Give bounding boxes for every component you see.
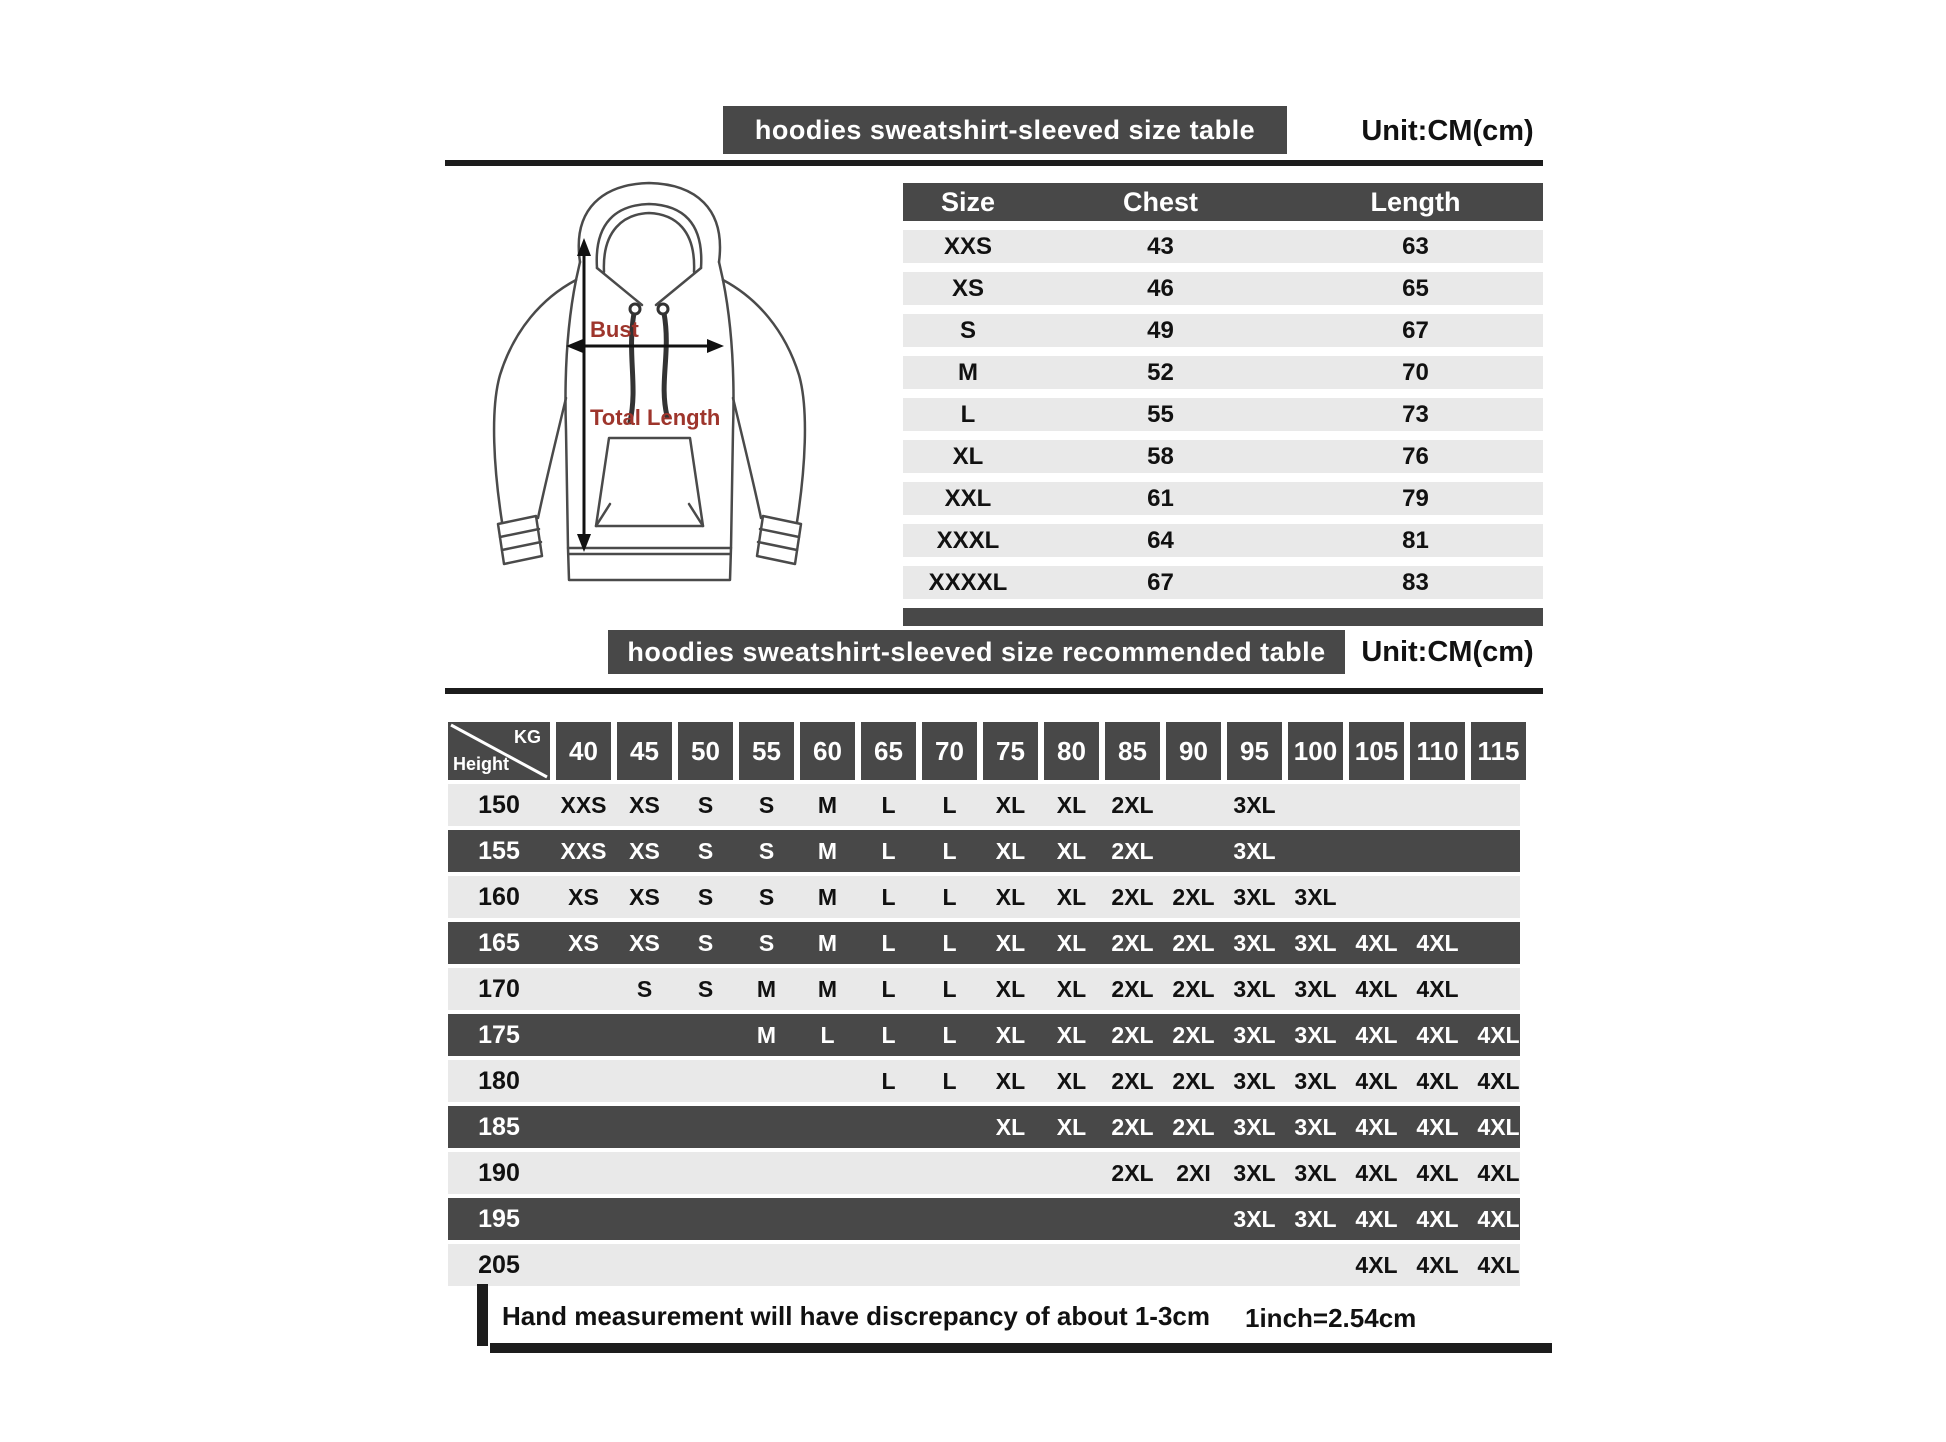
recommended-size-cell	[678, 1106, 733, 1148]
recommended-size-cell: XL	[1056, 975, 1087, 1002]
recommended-size-cell: 4XL	[1355, 929, 1398, 956]
recommended-size-cell	[922, 1152, 977, 1194]
recommended-size-cell: L	[942, 1021, 957, 1048]
recommended-size-cell	[1349, 784, 1404, 826]
recommended-size-cell: 3XL	[1294, 1205, 1337, 1232]
recommended-size-cell	[556, 1198, 611, 1240]
recommended-size-cell	[1105, 1244, 1160, 1286]
divider-1	[445, 160, 1543, 166]
size-value: XXL	[944, 484, 992, 512]
size-table	[903, 183, 1543, 626]
unit-label-2: Unit:CM(cm)	[1361, 635, 1534, 668]
recommended-size-cell	[617, 1198, 672, 1240]
recommended-size-cell	[1288, 784, 1343, 826]
size-table-row	[903, 398, 1543, 431]
recommended-size-cell	[739, 1106, 794, 1148]
size-table-row	[903, 272, 1543, 305]
recommend-row	[448, 1060, 1520, 1102]
recommended-size-cell: M	[817, 791, 838, 818]
recommended-size-cell: XL	[1056, 791, 1087, 818]
weight-header-cell: 105	[1349, 722, 1404, 780]
recommended-size-cell: S	[636, 975, 653, 1002]
recommended-size-cell: M	[817, 929, 838, 956]
chest-value: 43	[1147, 232, 1174, 260]
recommended-size-cell	[1410, 876, 1465, 918]
weight-header-cell: 40	[556, 722, 611, 780]
recommended-size-cell: L	[820, 1021, 835, 1048]
recommended-size-cell	[922, 1198, 977, 1240]
recommended-size-cell: 4XL	[1477, 1067, 1520, 1094]
recommended-size-cell: XS	[629, 791, 660, 818]
column-header-size: Size	[940, 186, 996, 217]
recommended-size-cell: 3XL	[1233, 883, 1276, 910]
recommended-size-cell	[800, 1152, 855, 1194]
recommended-size-cell: S	[697, 883, 714, 910]
chest-value: 49	[1147, 316, 1174, 344]
recommended-size-cell: 2XL	[1111, 883, 1154, 910]
recommended-table-title-bar	[608, 630, 1345, 674]
length-value: 63	[1402, 232, 1429, 260]
recommended-size-cell: 4XL	[1416, 929, 1459, 956]
recommended-size-cell	[617, 1014, 672, 1056]
size-table-row	[903, 482, 1543, 515]
length-value: 73	[1402, 400, 1429, 428]
recommended-size-cell: XL	[1056, 837, 1087, 864]
recommended-size-cell: S	[697, 929, 714, 956]
size-table-title: hoodies sweatshirt-sleeved size table	[754, 114, 1256, 145]
weight-header-cell: 80	[1044, 722, 1099, 780]
recommended-size-cell	[861, 1106, 916, 1148]
weight-header-cell: 110	[1410, 722, 1465, 780]
weight-header-cell: 60	[800, 722, 855, 780]
recommended-size-cell: 2XL	[1111, 1159, 1154, 1186]
recommended-size-cell: XL	[995, 1113, 1026, 1140]
recommended-size-cell: L	[881, 883, 896, 910]
chest-value: 58	[1147, 442, 1174, 470]
footer-note: Hand measurement will have discrepancy of about 1-3cm	[502, 1301, 1211, 1331]
chest-value: 55	[1147, 400, 1174, 428]
recommended-size-cell	[1471, 784, 1526, 826]
height-label: Height	[453, 754, 509, 774]
recommended-size-cell: L	[942, 929, 957, 956]
recommended-size-cell: 2XL	[1172, 883, 1215, 910]
recommended-size-cell: 4XL	[1477, 1113, 1520, 1140]
length-value: 81	[1402, 526, 1429, 554]
recommended-size-cell: M	[817, 883, 838, 910]
recommended-size-cell: XXS	[560, 791, 607, 818]
recommended-size-cell	[1288, 1244, 1343, 1286]
recommended-size-cell: 3XL	[1294, 1159, 1337, 1186]
recommend-row	[448, 1152, 1520, 1194]
size-table-row	[903, 356, 1543, 389]
recommended-size-cell: XXS	[560, 837, 607, 864]
recommended-size-cell: XS	[629, 883, 660, 910]
recommended-size-cell: M	[817, 975, 838, 1002]
size-value: L	[960, 400, 976, 428]
recommended-size-cell: 2XL	[1172, 1021, 1215, 1048]
recommended-size-cell	[861, 1244, 916, 1286]
recommended-size-cell: 3XL	[1294, 929, 1337, 956]
recommended-size-cell	[678, 1014, 733, 1056]
recommended-size-cell: L	[942, 883, 957, 910]
unit-label-1: Unit:CM(cm)	[1361, 114, 1534, 147]
size-table-row	[903, 440, 1543, 473]
recommended-size-cell: L	[942, 1067, 957, 1094]
recommended-size-cell: 3XL	[1233, 837, 1276, 864]
recommended-size-cell: 2XL	[1172, 1113, 1215, 1140]
recommended-size-cell	[1288, 830, 1343, 872]
recommended-size-cell: S	[697, 975, 714, 1002]
recommended-size-cell: 4XL	[1355, 1159, 1398, 1186]
height-value-cell: 185	[478, 1112, 520, 1141]
size-table-bottom-bar	[903, 608, 1543, 626]
recommended-size-cell	[1044, 1152, 1099, 1194]
recommended-size-cell: 3XL	[1233, 1205, 1276, 1232]
recommended-size-cell	[1471, 876, 1526, 918]
recommended-size-cell	[1166, 1244, 1221, 1286]
recommended-size-cell	[1410, 784, 1465, 826]
height-value-cell: 150	[478, 790, 520, 819]
recommended-size-cell: S	[758, 929, 775, 956]
weight-header-cell: 85	[1105, 722, 1160, 780]
height-value-cell: 205	[478, 1250, 520, 1279]
recommended-size-cell: L	[881, 837, 896, 864]
chest-value: 64	[1147, 526, 1174, 554]
footer-bottom-line	[490, 1343, 1552, 1353]
recommend-table-body	[448, 784, 1520, 1286]
recommended-size-cell	[678, 1060, 733, 1102]
recommended-size-cell: 4XL	[1416, 1113, 1459, 1140]
length-value: 67	[1402, 316, 1429, 344]
height-value-cell: 170	[478, 974, 520, 1003]
recommended-size-cell	[861, 1198, 916, 1240]
recommended-size-cell	[1410, 830, 1465, 872]
recommended-size-cell: 2XL	[1172, 929, 1215, 956]
recommended-size-cell: L	[942, 791, 957, 818]
recommended-size-cell	[1166, 784, 1221, 826]
recommended-size-cell: 4XL	[1416, 1021, 1459, 1048]
recommended-size-cell: 2XL	[1111, 1021, 1154, 1048]
weight-header-cell: 90	[1166, 722, 1221, 780]
recommended-size-cell	[1166, 830, 1221, 872]
recommended-size-cell	[1227, 1244, 1282, 1286]
recommended-size-cell	[556, 1060, 611, 1102]
recommended-size-cell	[1044, 1244, 1099, 1286]
recommended-size-cell: XL	[1056, 1113, 1087, 1140]
recommended-size-cell: XL	[995, 883, 1026, 910]
length-value: 79	[1402, 484, 1429, 512]
recommended-size-cell: 4XL	[1416, 1067, 1459, 1094]
recommended-size-cell: 3XL	[1233, 791, 1276, 818]
recommended-size-cell	[1105, 1198, 1160, 1240]
recommended-size-cell	[556, 968, 611, 1010]
recommended-size-cell: XL	[995, 791, 1026, 818]
recommended-size-cell: XS	[629, 929, 660, 956]
recommend-row	[448, 1106, 1520, 1148]
recommended-size-cell: L	[881, 975, 896, 1002]
recommended-size-cell: 3XL	[1233, 1113, 1276, 1140]
height-value-cell: 165	[478, 928, 520, 957]
recommended-size-cell: 4XL	[1355, 1205, 1398, 1232]
recommended-size-cell	[1166, 1198, 1221, 1240]
recommended-size-cell: XL	[995, 1021, 1026, 1048]
recommended-size-cell: XL	[1056, 1021, 1087, 1048]
size-value: XS	[951, 274, 984, 302]
recommended-size-cell	[617, 1152, 672, 1194]
corner-cell	[448, 722, 550, 780]
weight-header-cell: 115	[1471, 722, 1526, 780]
recommended-size-cell	[617, 1244, 672, 1286]
recommended-size-cell: 2XL	[1172, 975, 1215, 1002]
length-value: 70	[1402, 358, 1429, 386]
recommended-size-cell: 4XL	[1355, 1021, 1398, 1048]
weight-header-cell: 45	[617, 722, 672, 780]
recommended-size-cell: 4XL	[1416, 1159, 1459, 1186]
recommended-size-cell: XL	[995, 1067, 1026, 1094]
recommended-size-cell: M	[817, 837, 838, 864]
recommended-size-cell: 4XL	[1355, 1251, 1398, 1278]
weight-header-cell: 75	[983, 722, 1038, 780]
recommended-size-cell: M	[756, 975, 777, 1002]
recommended-size-cell: 2XL	[1111, 837, 1154, 864]
hoodie-drawing-svg	[452, 170, 847, 620]
size-table-row	[903, 566, 1543, 599]
size-table-row	[903, 524, 1543, 557]
recommend-row	[448, 1244, 1520, 1286]
recommended-size-cell: 4XL	[1477, 1205, 1520, 1232]
recommended-size-cell	[861, 1152, 916, 1194]
hoodie-diagram	[452, 170, 847, 620]
recommended-size-cell: XL	[1056, 929, 1087, 956]
recommended-size-cell: 4XL	[1416, 975, 1459, 1002]
recommended-size-cell: 2XL	[1111, 1067, 1154, 1094]
chest-value: 61	[1147, 484, 1174, 512]
recommended-size-cell: 3XL	[1233, 1159, 1276, 1186]
size-value: XXXXL	[928, 568, 1008, 596]
recommended-size-cell: XS	[568, 929, 599, 956]
recommended-size-cell	[678, 1244, 733, 1286]
recommended-size-cell: L	[942, 837, 957, 864]
height-value-cell: 190	[478, 1158, 520, 1187]
recommended-size-cell: 3XL	[1294, 975, 1337, 1002]
recommended-size-cell	[1471, 922, 1526, 964]
recommended-size-cell: 3XL	[1233, 975, 1276, 1002]
recommended-size-cell: 3XL	[1294, 883, 1337, 910]
recommended-size-cell: 4XL	[1477, 1159, 1520, 1186]
recommended-size-cell: 3XL	[1294, 1113, 1337, 1140]
chest-value: 46	[1147, 274, 1174, 302]
recommended-size-cell	[983, 1152, 1038, 1194]
recommended-size-cell: S	[758, 883, 775, 910]
recommended-size-cell: 3XL	[1233, 1021, 1276, 1048]
column-header-chest: Chest	[1122, 186, 1198, 217]
weight-header-cell: 95	[1227, 722, 1282, 780]
height-value-cell: 175	[478, 1020, 520, 1049]
length-value: 65	[1402, 274, 1429, 302]
weight-header-cell: 65	[861, 722, 916, 780]
recommended-size-cell	[556, 1244, 611, 1286]
recommend-row	[448, 922, 1520, 964]
recommended-size-cell: S	[758, 837, 775, 864]
recommend-row	[448, 830, 1520, 872]
recommended-size-cell: S	[758, 791, 775, 818]
chest-value: 67	[1147, 568, 1174, 596]
recommended-size-cell	[678, 1152, 733, 1194]
footer-left-bar	[477, 1284, 488, 1346]
recommended-size-cell: L	[942, 975, 957, 1002]
total-length-label: Total Length	[590, 405, 721, 430]
recommended-size-cell	[678, 1198, 733, 1240]
divider-2	[445, 688, 1543, 694]
recommended-size-cell: XS	[629, 837, 660, 864]
length-value: 76	[1402, 442, 1429, 470]
recommended-size-cell: 3XL	[1294, 1021, 1337, 1048]
size-table-title-bar	[723, 106, 1287, 154]
weight-header-cell: 100	[1288, 722, 1343, 780]
size-value: XXS	[943, 232, 993, 260]
recommended-size-cell: 2XL	[1111, 791, 1154, 818]
height-value-cell: 155	[478, 836, 520, 865]
recommended-size-cell	[1044, 1198, 1099, 1240]
recommended-size-cell: 3XL	[1294, 1067, 1337, 1094]
size-value: S	[959, 316, 976, 344]
recommended-size-cell	[922, 1106, 977, 1148]
recommended-size-cell: 4XL	[1416, 1251, 1459, 1278]
recommend-row	[448, 968, 1520, 1010]
size-value: XL	[952, 442, 984, 470]
recommended-size-cell: XL	[1056, 883, 1087, 910]
recommended-size-cell	[556, 1014, 611, 1056]
conversion-note: 1inch=2.54cm	[1245, 1303, 1417, 1333]
recommend-row	[448, 876, 1520, 918]
length-value: 83	[1402, 568, 1429, 596]
recommended-size-cell	[1471, 968, 1526, 1010]
recommended-size-cell	[617, 1060, 672, 1102]
bust-label: Bust	[590, 317, 639, 342]
recommended-size-cell	[739, 1152, 794, 1194]
recommended-size-cell: 3XL	[1233, 929, 1276, 956]
recommended-size-cell: 2XL	[1111, 975, 1154, 1002]
recommended-size-cell	[922, 1244, 977, 1286]
recommended-size-cell	[739, 1198, 794, 1240]
recommended-size-cell: L	[881, 791, 896, 818]
recommended-size-cell: 3XL	[1233, 1067, 1276, 1094]
size-table-row	[903, 230, 1543, 263]
recommended-size-cell	[800, 1106, 855, 1148]
size-table-header	[903, 183, 1543, 221]
recommended-size-cell: XL	[1056, 1067, 1087, 1094]
size-value: XXXL	[936, 526, 1000, 554]
chest-value: 52	[1147, 358, 1174, 386]
recommend-row	[448, 1198, 1520, 1240]
weight-header-cell: 55	[739, 722, 794, 780]
recommended-size-cell: 2XL	[1111, 1113, 1154, 1140]
recommended-size-cell	[739, 1060, 794, 1102]
recommended-size-cell	[983, 1198, 1038, 1240]
weight-header-cell: 50	[678, 722, 733, 780]
height-value-cell: 180	[478, 1066, 520, 1095]
recommended-size-cell: M	[756, 1021, 777, 1048]
recommended-table-title: hoodies sweatshirt-sleeved size recommended table	[627, 636, 1326, 667]
recommended-size-cell	[1471, 830, 1526, 872]
recommended-size-cell	[983, 1244, 1038, 1286]
recommended-size-cell: 2XL	[1111, 929, 1154, 956]
recommend-row	[448, 1014, 1520, 1056]
recommended-size-cell	[800, 1198, 855, 1240]
height-value-cell: 195	[478, 1204, 520, 1233]
recommended-size-cell: 4XL	[1355, 1113, 1398, 1140]
recommended-size-cell: 4XL	[1355, 975, 1398, 1002]
recommended-size-cell: 4XL	[1477, 1251, 1520, 1278]
recommended-size-cell: S	[697, 837, 714, 864]
height-value-cell: 160	[478, 882, 520, 911]
recommend-table-header	[448, 722, 1520, 780]
kg-label: KG	[514, 727, 541, 747]
recommend-table	[448, 722, 1520, 1286]
recommended-size-cell: 4XL	[1355, 1067, 1398, 1094]
recommended-size-cell	[800, 1060, 855, 1102]
recommended-size-cell: XL	[995, 837, 1026, 864]
recommended-size-cell: 2XL	[1172, 1067, 1215, 1094]
recommended-size-cell	[617, 1106, 672, 1148]
recommended-size-cell	[739, 1244, 794, 1286]
recommended-size-cell	[556, 1106, 611, 1148]
recommended-size-cell: L	[881, 1021, 896, 1048]
recommended-size-cell: L	[881, 1067, 896, 1094]
recommended-size-cell: XL	[995, 975, 1026, 1002]
recommended-size-cell: 2XI	[1176, 1159, 1211, 1186]
recommended-size-cell: XL	[995, 929, 1026, 956]
recommended-size-cell	[800, 1244, 855, 1286]
recommended-size-cell: XS	[568, 883, 599, 910]
recommended-size-cell: L	[881, 929, 896, 956]
recommended-size-cell: S	[697, 791, 714, 818]
weight-header-cell: 70	[922, 722, 977, 780]
column-header-length: Length	[1370, 186, 1461, 217]
size-value: M	[958, 358, 978, 386]
recommended-size-cell	[1349, 830, 1404, 872]
recommend-row	[448, 784, 1520, 826]
recommended-size-cell: 4XL	[1477, 1021, 1520, 1048]
recommended-size-cell	[1349, 876, 1404, 918]
recommended-size-cell: 4XL	[1416, 1205, 1459, 1232]
size-table-body	[903, 230, 1543, 599]
recommended-size-cell	[556, 1152, 611, 1194]
size-table-row	[903, 314, 1543, 347]
